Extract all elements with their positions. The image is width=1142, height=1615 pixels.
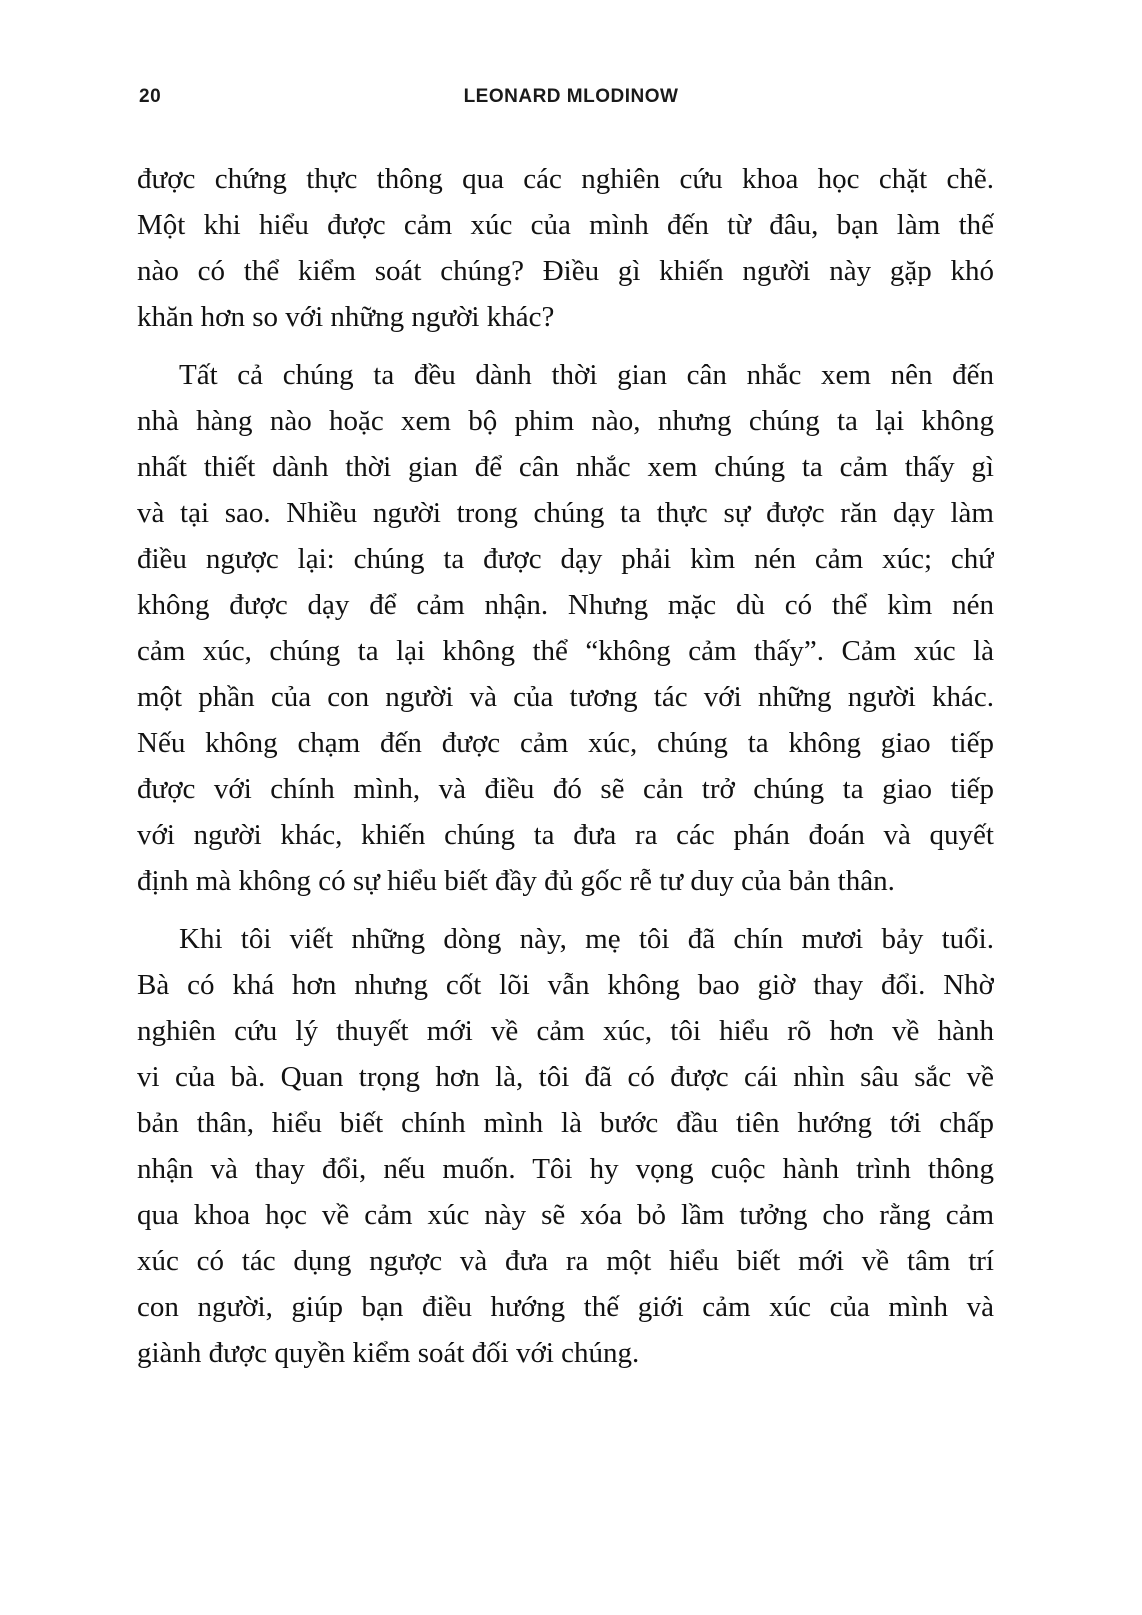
paragraph <box>137 352 994 904</box>
text-line: bản thân, hiểu biết chính mình là bước đầu tiên hướng tới chấp <box>137 1107 994 1139</box>
text-line: với người khác, khiến chúng ta đưa ra các phán đoán và quyết <box>137 819 994 851</box>
text-line: Bà có khá hơn nhưng cốt lõi vẫn không bao giờ thay đổi. Nhờ <box>137 969 994 1001</box>
text-line: nhà hàng nào hoặc xem bộ phim nào, nhưng chúng ta lại không <box>137 405 994 437</box>
text-line: Nếu không chạm đến được cảm xúc, chúng ta không giao tiếp <box>137 727 994 759</box>
text-line: không được dạy để cảm nhận. Nhưng mặc dù có thể kìm nén <box>137 589 994 621</box>
text-line: nhận và thay đổi, nếu muốn. Tôi hy vọng cuộc hành trình thông <box>137 1153 994 1185</box>
text-line: nghiên cứu lý thuyết mới về cảm xúc, tôi hiểu rõ hơn về hành <box>137 1015 994 1047</box>
text-line: qua khoa học về cảm xúc này sẽ xóa bỏ lầm tưởng cho rằng cảm <box>137 1199 994 1231</box>
text-line: giành được quyền kiểm soát đối với chúng. <box>137 1337 640 1369</box>
text-line: khăn hơn so với những người khác? <box>137 301 555 333</box>
text-line: Một khi hiểu được cảm xúc của mình đến từ đâu, bạn làm thế <box>137 209 994 241</box>
running-header-title: LEONARD MLODINOW <box>463 86 679 107</box>
paragraph <box>137 916 994 1376</box>
text-line: vi của bà. Quan trọng hơn là, tôi đã có được cái nhìn sâu sắc về <box>137 1061 994 1093</box>
text-line: được chứng thực thông qua các nghiên cứu khoa học chặt chẽ. <box>137 163 994 195</box>
text-line: định mà không có sự hiểu biết đầy đủ gốc rễ tư duy của bản thân. <box>137 865 895 897</box>
text-line: cảm xúc, chúng ta lại không thể “không cảm thấy”. Cảm xúc là <box>137 635 994 667</box>
text-line: Tất cả chúng ta đều dành thời gian cân nhắc xem nên đến <box>179 359 994 391</box>
text-line: xúc có tác dụng ngược và đưa ra một hiểu biết mới về tâm trí <box>137 1245 994 1277</box>
text-line: nào có thể kiểm soát chúng? Điều gì khiến người này gặp khó <box>137 255 994 287</box>
text-line: được với chính mình, và điều đó sẽ cản trở chúng ta giao tiếp <box>137 773 994 805</box>
page-header <box>0 86 1142 112</box>
text-line: Khi tôi viết những dòng này, mẹ tôi đã chín mươi bảy tuổi. <box>179 923 994 955</box>
text-line: nhất thiết dành thời gian để cân nhắc xem chúng ta cảm thấy gì <box>137 451 994 483</box>
body-text <box>137 156 994 1388</box>
text-line: điều ngược lại: chúng ta được dạy phải kìm nén cảm xúc; chứ <box>137 543 994 575</box>
text-line: một phần của con người và của tương tác với những người khác. <box>137 681 994 713</box>
paragraph <box>137 156 994 340</box>
text-line: và tại sao. Nhiều người trong chúng ta thực sự được răn dạy làm <box>137 497 994 529</box>
page-number: 20 <box>139 86 162 107</box>
text-line: con người, giúp bạn điều hướng thế giới cảm xúc của mình và <box>137 1291 994 1323</box>
